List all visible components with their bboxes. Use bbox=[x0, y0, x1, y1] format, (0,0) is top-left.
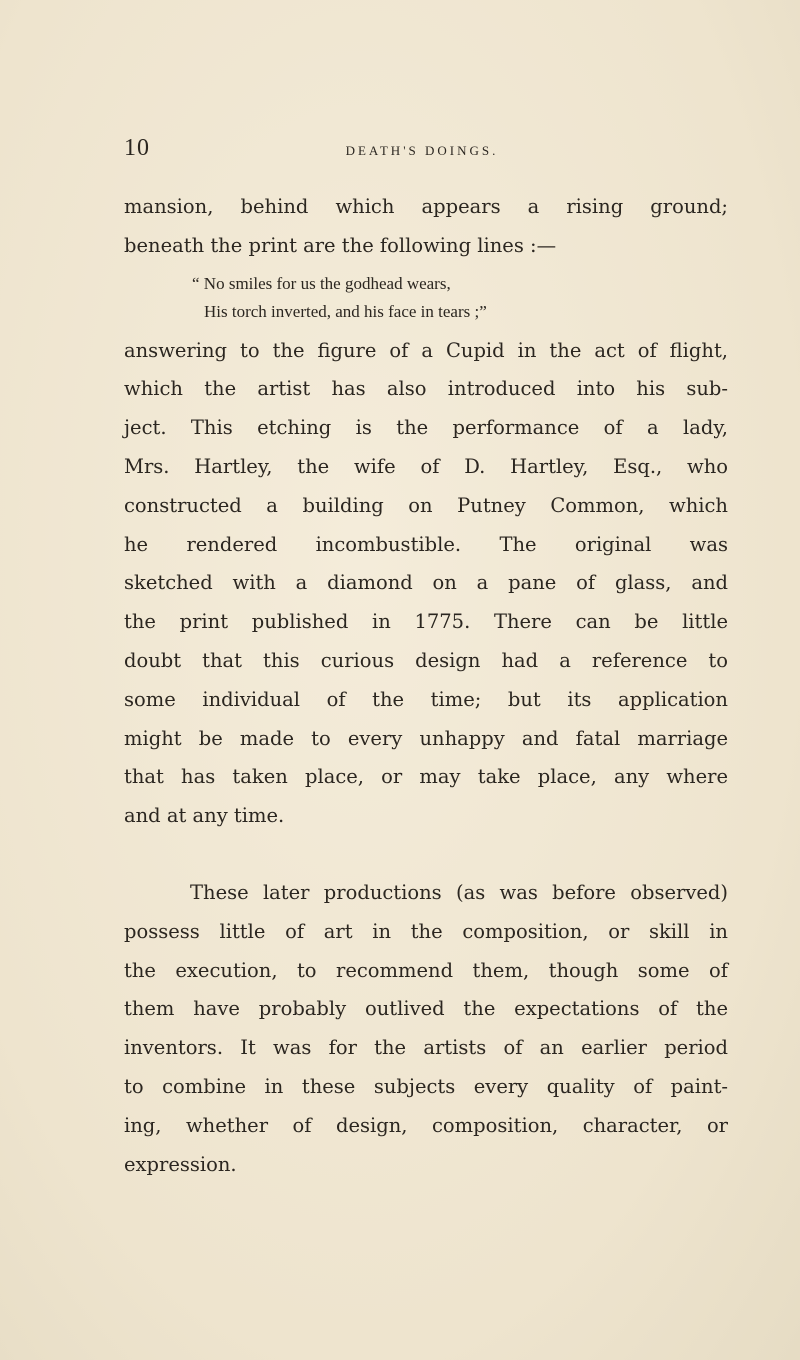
body-text bbox=[124, 188, 728, 1184]
verse-quote bbox=[124, 270, 728, 326]
paragraph-gap bbox=[124, 836, 728, 874]
running-title: death's doings. bbox=[345, 139, 499, 159]
text-line: he rendered incombustible. The original was bbox=[124, 532, 728, 556]
text-line: answering to the figure of a Cupid in the act of flight, bbox=[124, 338, 728, 362]
text-line: ing, whether of design, composition, character, or bbox=[124, 1113, 728, 1137]
text-line: that has taken place, or may take place, any where bbox=[124, 765, 728, 789]
text-line: mansion, behind which appears a rising ground; bbox=[124, 195, 728, 218]
page-number: 10 bbox=[124, 135, 150, 161]
text-line: them have probably outlived the expectations of the bbox=[124, 997, 728, 1021]
text-line: and at any time. bbox=[124, 804, 285, 828]
running-head bbox=[124, 135, 720, 165]
text-line: expression. bbox=[124, 1152, 237, 1176]
text-line: constructed a building on Putney Common, which bbox=[124, 493, 728, 517]
text-line: to combine in these subjects every quality of paint- bbox=[124, 1074, 728, 1098]
text-line: doubt that this curious design had a reference to bbox=[124, 648, 728, 672]
text-line: inventors. It was for the artists of an earlier period bbox=[124, 1036, 728, 1060]
text-line: possess little of art in the composition, or skill in bbox=[124, 919, 728, 943]
paragraph-3 bbox=[124, 874, 728, 1184]
text-line: some individual of the time; but its application bbox=[124, 687, 728, 711]
text-line: sketched with a diamond on a pane of glass, and bbox=[124, 571, 728, 595]
text-line: beneath the print are the following lines :— bbox=[124, 233, 557, 257]
text-line: Mrs. Hartley, the wife of D. Hartley, Esq., who bbox=[124, 454, 728, 478]
text-line: the print published in 1775. There can be little bbox=[124, 610, 728, 634]
text-line: These later productions (as was before observed) bbox=[190, 880, 728, 904]
paragraph-2 bbox=[124, 332, 728, 836]
text-line: which the artist has also introduced into his sub- bbox=[124, 377, 728, 401]
quote-line: “ No smiles for us the godhead wears, bbox=[192, 273, 451, 293]
text-line: might be made to every unhappy and fatal marriage bbox=[124, 726, 728, 750]
text-line: the execution, to recommend them, though some of bbox=[124, 958, 728, 982]
paragraph-1 bbox=[124, 188, 728, 266]
quote-line: His torch inverted, and his face in tears ;” bbox=[204, 301, 487, 321]
text-line: ject. This etching is the performance of a lady, bbox=[124, 416, 728, 440]
